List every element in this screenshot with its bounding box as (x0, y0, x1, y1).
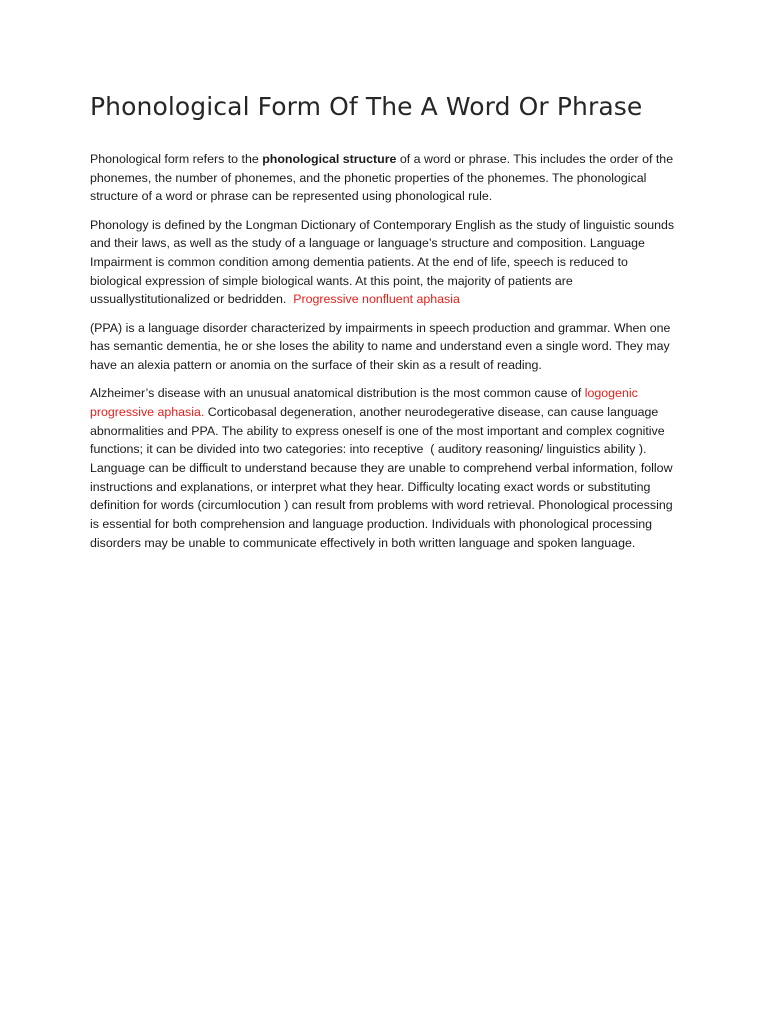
document-title: Phonological Form Of The A Word Or Phrase (90, 92, 643, 121)
paragraph-text: (PPA) is a language disorder characterized by impairments in speech production and grammar. When one has semantic dementia, he or she loses the ability to name and understand even a single word. They may have an alexia pattern or anomia on the surface of their skin as a result of reading. (90, 320, 671, 373)
bold-term: phonological structure (262, 152, 397, 166)
paragraph-text: Corticobasal degeneration, another neurodegerative disease, can cause language abnormalities and PPA. The ability to express oneself is one of the most important and complex cognitive functions; it can be divided into two categories: into receptive ( auditory reasoning/ linguistics ability ). Language can be difficult to understand because they are unable to comprehend verbal information, follow instructions and explanations, or interpret what they hear. Difficulty locating exact words or substituting definition for words (circumlocution ) can result from problems with word retrieval. Phonological processing is essential for both comprehension and language production. Individuals with phonological processing disorders may be unable to communicate effectively in both written language and spoken language. (90, 404, 673, 550)
paragraph-text: of a word or phrase. This includes the order of the phonemes, the number of phonemes, and the phonetic properties of the phonemes. The phonological structure of a word or phrase can be represented using phonological rule. (90, 152, 674, 204)
paragraph-phonology-definition (90, 216, 682, 310)
red-highlighted-term: Progressive nonfluent aphasia (293, 292, 460, 307)
document-page (90, 90, 682, 562)
paragraph-phonological-form (90, 150, 682, 206)
paragraph-ppa (90, 319, 682, 375)
red-highlighted-term: logogenic progressive aphasia. (90, 386, 638, 419)
paragraph-alzheimers (90, 384, 682, 552)
paragraph-text: Phonological form refers to the (90, 152, 263, 166)
paragraph-text: Alzheimer’s disease with an unusual anatomical distribution is the most common cause of (90, 386, 585, 401)
paragraph-text: Phonology is defined by the Longman Dictionary of Contemporary English as the study of linguistic sounds and their laws, as well as the study of a language or language’s structure and composition. Language Impairment is common condition among dementia patients. At the end of life, speech is reduced to biological expression of simple biological wants. At this point, the majority of patients are ussuallystitutionalized or bedridden. (90, 217, 675, 307)
